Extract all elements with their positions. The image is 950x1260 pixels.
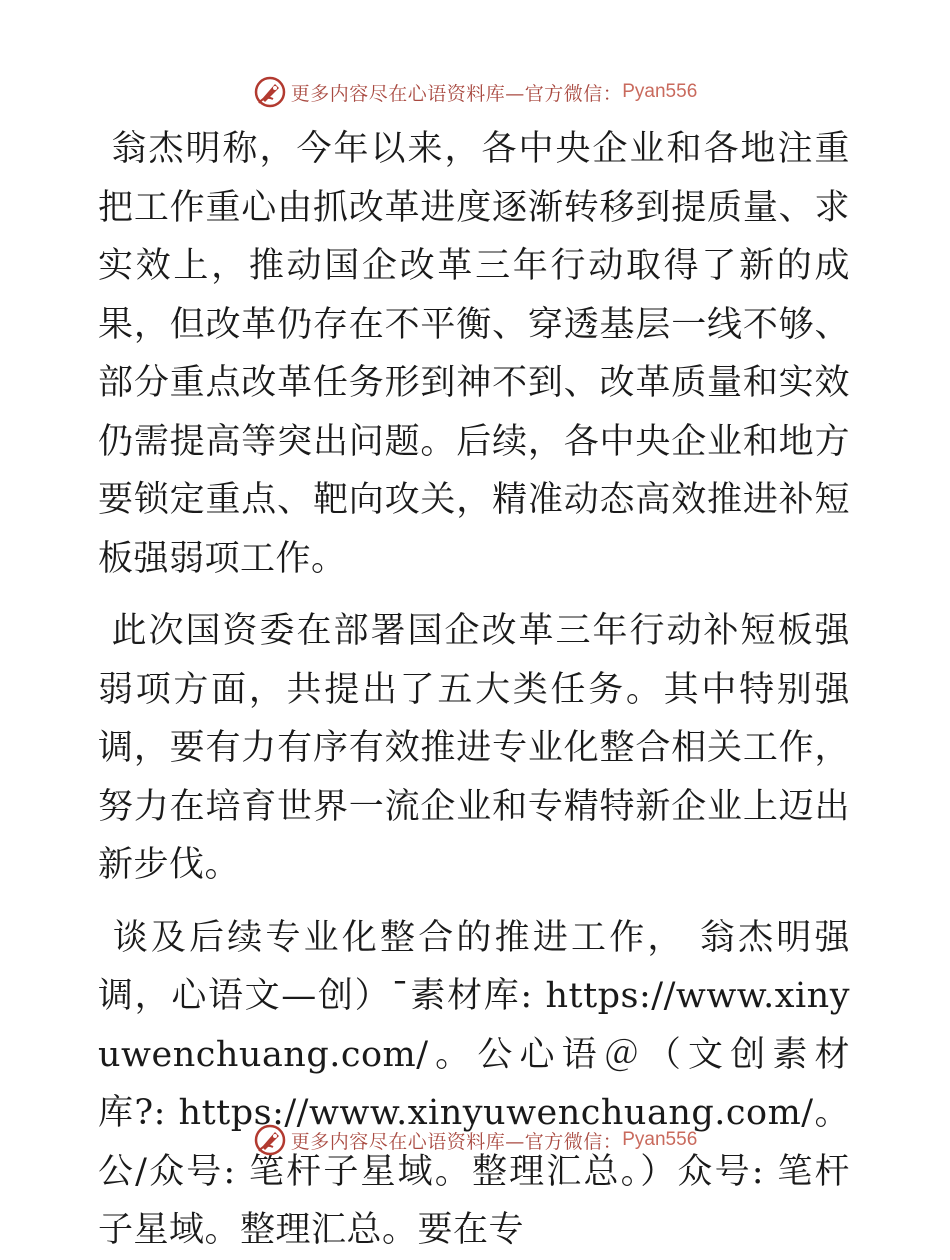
header-wechat-id: Pyan556 xyxy=(622,81,698,102)
paragraph-1 xyxy=(98,120,850,588)
footer-banner-text: 更多内容尽在心语资料库—官方微信： xyxy=(290,1130,623,1153)
pen-nib-circle-icon xyxy=(253,75,287,109)
paragraph-2 xyxy=(98,602,850,895)
footer-wechat-id: Pyan556 xyxy=(622,1129,698,1150)
paragraph-2-text: 此次国资委在部署国企改革三年行动补短板强弱项方面，共提出了五大类任务。其中特别强调，要有力有序有效推进专业化整合相关工作，努力在培育世界一流企业和专精特新企业上迈出新步伐。 xyxy=(98,611,850,885)
pen-nib-circle-icon xyxy=(253,1123,287,1157)
paragraph-3 xyxy=(98,909,850,1260)
header-banner-text: 更多内容尽在心语资料库—官方微信： xyxy=(290,82,623,105)
paragraph-3-text: 谈及后续专业化整合的推进工作， 翁杰明强调，心语文—创）¯素材库: https://www.xinyuwenchuang.com/。公心语＠（文创素材库?: https://www.xinyuwenchuang.com/。公/众号: 笔杆子星域。整理汇总。）众号: 笔杆子星域。整理汇总。要在专 xyxy=(98,917,850,1250)
header-banner xyxy=(0,72,950,112)
footer-banner xyxy=(0,1120,950,1160)
paragraph-1-text: 翁杰明称，今年以来，各中央企业和各地注重把工作重心由抓改革进度逐渐转移到提质量、求实效上，推动国企改革三年行动取得了新的成果，但改革仍存在不平衡、穿透基层一线不够、部分重点改革任务形到神不到、改革质量和实效仍需提高等突出问题。后续，各中央企业和地方要锁定重点、靶向攻关，精准动态高效推进补短板强弱项工作。 xyxy=(98,129,850,579)
